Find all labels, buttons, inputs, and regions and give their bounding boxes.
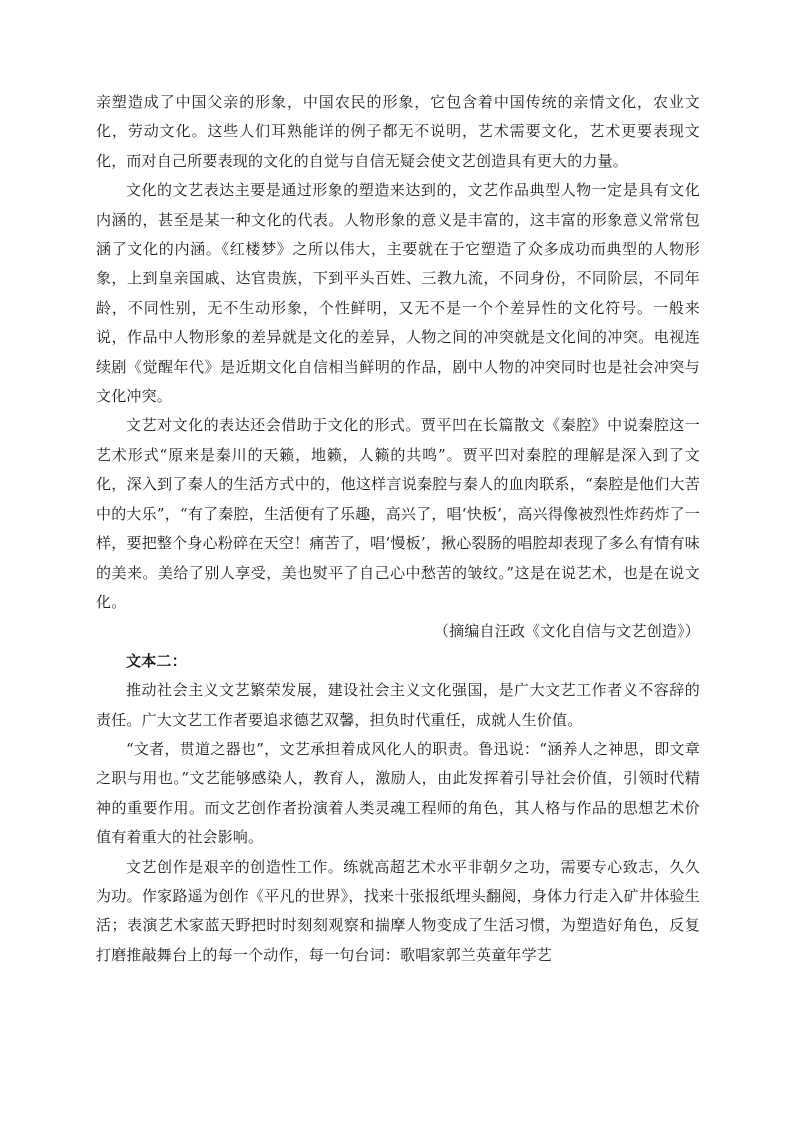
text1-source: （摘编自汪政《文化自信与文艺创造》）: [433, 622, 700, 641]
text2-paragraph-2: “文者，贯道之器也”，文艺承担着成风化人的职责。鲁迅说：“涵养人之神思，即文章之职与用也。”文艺能够感染人，教育人，激励人，由此发挥着引导社会价值，引领时代精神的重要作用。而文艺创作者扮演着人类灵魂工程师的角色，其人格与作品的思想艺术价值有着重大的社会影响。: [96, 739, 700, 847]
document-page: [96, 88, 700, 970]
text1-paragraph-1: 亲塑造成了中国父亲的形象，中国农民的形象，它包含着中国传统的亲情文化，农业文化，劳动文化。这些人们耳熟能详的例子都无不说明，艺术需要文化，艺术更要表现文化，而对自己所要表现的文化的自觉与自信无疑会使文艺创造具有更大的力量。: [96, 93, 700, 170]
text2-paragraph-3: 文艺创作是艰辛的创造性工作。练就高超艺术水平非朝夕之功，需要专心致志，久久为功。作家路遥为创作《平凡的世界》，找来十张报纸埋头翻阅，身体力行走入矿井体验生活；表演艺术家蓝天野把时时刻刻观察和揣摩人物变成了生活习惯，为塑造好角色，反复打磨推敲舞台上的每一个动作，每一句台词：歌唱家郭兰英童年学艺: [96, 857, 700, 964]
text1-paragraph-2: 文化的文艺表达主要是通过形象的塑造来达到的，文艺作品典型人物一定是具有文化内涵的，甚至是某一种文化的代表。人物形象的意义是丰富的，这丰富的形象意义常常包涵了文化的内涵。《红楼梦》之所以伟大，主要就在于它塑造了众多成功而典型的人物形象，上到皇亲国戚、达官贵族，下到平头百姓、三教九流，不同身份，不同阶层，不同年龄，不同性别，无不生动形象，个性鲜明，又无不是一个个差异性的文化符号。一般来说，作品中人物形象的差异就是文化的差异，人物之间的冲突就是文化间的冲突。电视连续剧《觉醒年代》是近期文化自信相当鲜明的作品，剧中人物的冲突同时也是社会冲突与文化冲突。: [96, 181, 700, 406]
text2-heading: 文本二：: [126, 651, 187, 670]
text2-paragraph-1: 推动社会主义文艺繁荣发展，建设社会主义文化强国，是广大文艺工作者义不容辞的责任。广大文艺工作者要追求德艺双馨，担负时代重任，成就人生价值。: [96, 681, 700, 729]
text1-paragraph-3: 文艺对文化的表达还会借助于文化的形式。贾平凹在长篇散文《秦腔》中说秦腔这一艺术形式“原来是秦川的天籁，地籁，人籁的共鸣”。贾平凹对秦腔的理解是深入到了文化，深入到了秦人的生活方式中的，他这样言说秦腔与秦人的血肉联系，“秦腔是他们大苦中的大乐”，“有了秦腔，生活便有了乐趣，高兴了，唱‘快板’，高兴得像被烈性炸药炸了一样，要把整个身心粉碎在天空！痛苦了，唱‘慢板’，揪心裂肠的唱腔却表现了多么有情有味的美来。美给了别人享受，美也熨平了自己心中愁苦的皱纹。”这是在说艺术，也是在说文化。: [96, 416, 700, 611]
